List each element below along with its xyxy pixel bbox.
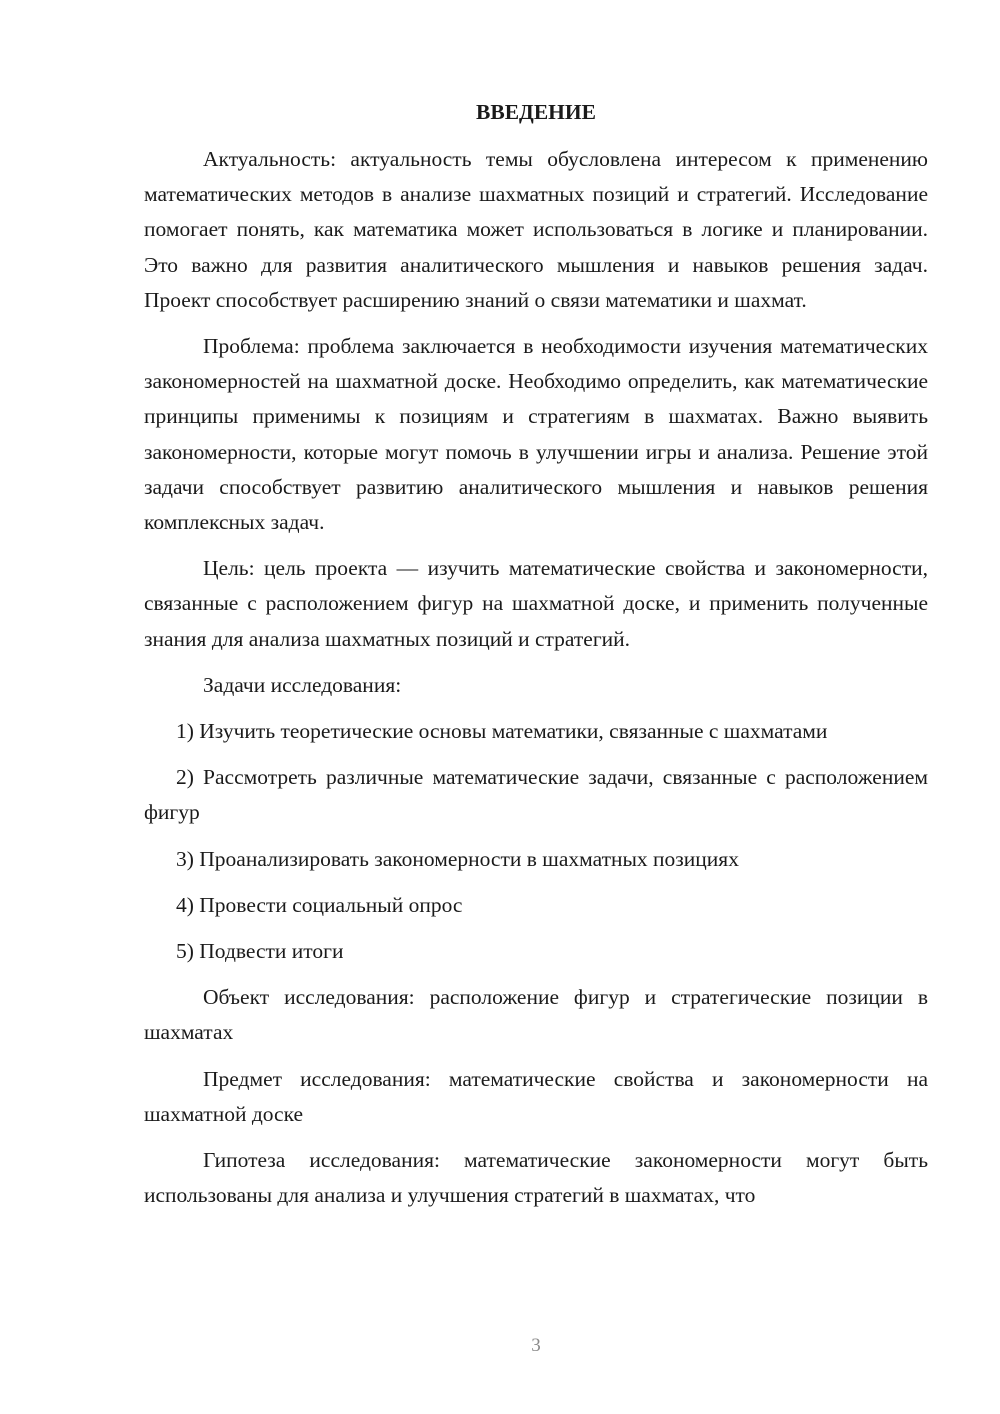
task-item-5: 5) Подвести итоги <box>176 939 344 964</box>
goal-paragraph: Цель: цель проекта — изучить математические свойства и закономерности, связанные с расположением фигур на шахматной доске, и применить полученные знания для анализа шахматных позиций и стратегий. <box>144 556 928 651</box>
page-title: ВВЕДЕНИЕ <box>476 100 596 124</box>
task-item-2: 2) Рассмотреть различные математические задачи, связанные с расположением фигур <box>144 765 928 825</box>
page-content <box>144 95 928 1224</box>
problem-paragraph: Проблема: проблема заключается в необходимости изучения математических закономерностей на шахматной доске. Необходимо определить, как математические принципы применимы к позициям и стратегиям в шахматах. Важно выявить закономерности, которые могут помочь в улучшении игры и анализа. Решение этой задачи способствует развитию аналитического мышления и навыков решения комплексных задач. <box>144 334 928 535</box>
task-item-3: 3) Проанализировать закономерности в шахматных позициях <box>176 846 739 871</box>
task-item-1: 1) Изучить теоретические основы математики, связанные с шахматами <box>176 719 828 744</box>
page-number: 3 <box>531 1335 541 1356</box>
hypothesis-paragraph: Гипотеза исследования: математические закономерности могут быть использованы для анализа и улучшения стратегий в шахматах, что <box>144 1148 928 1208</box>
task-item-4: 4) Провести социальный опрос <box>176 892 463 917</box>
subject-paragraph: Предмет исследования: математические свойства и закономерности на шахматной доске <box>144 1066 928 1126</box>
object-paragraph: Объект исследования: расположение фигур и стратегические позиции в шахматах <box>144 985 928 1045</box>
tasks-heading: Задачи исследования: <box>203 672 402 697</box>
relevance-paragraph: Актуальность: актуальность темы обусловлена интересом к применению математических методов в анализе шахматных позиций и стратегий. Исследование помогает понять, как математика может использоваться в логике и планировании. Это важно для развития аналитического мышления и навыков решения задач. Проект способствует расширению знаний о связи математики и шахмат. <box>144 147 928 312</box>
